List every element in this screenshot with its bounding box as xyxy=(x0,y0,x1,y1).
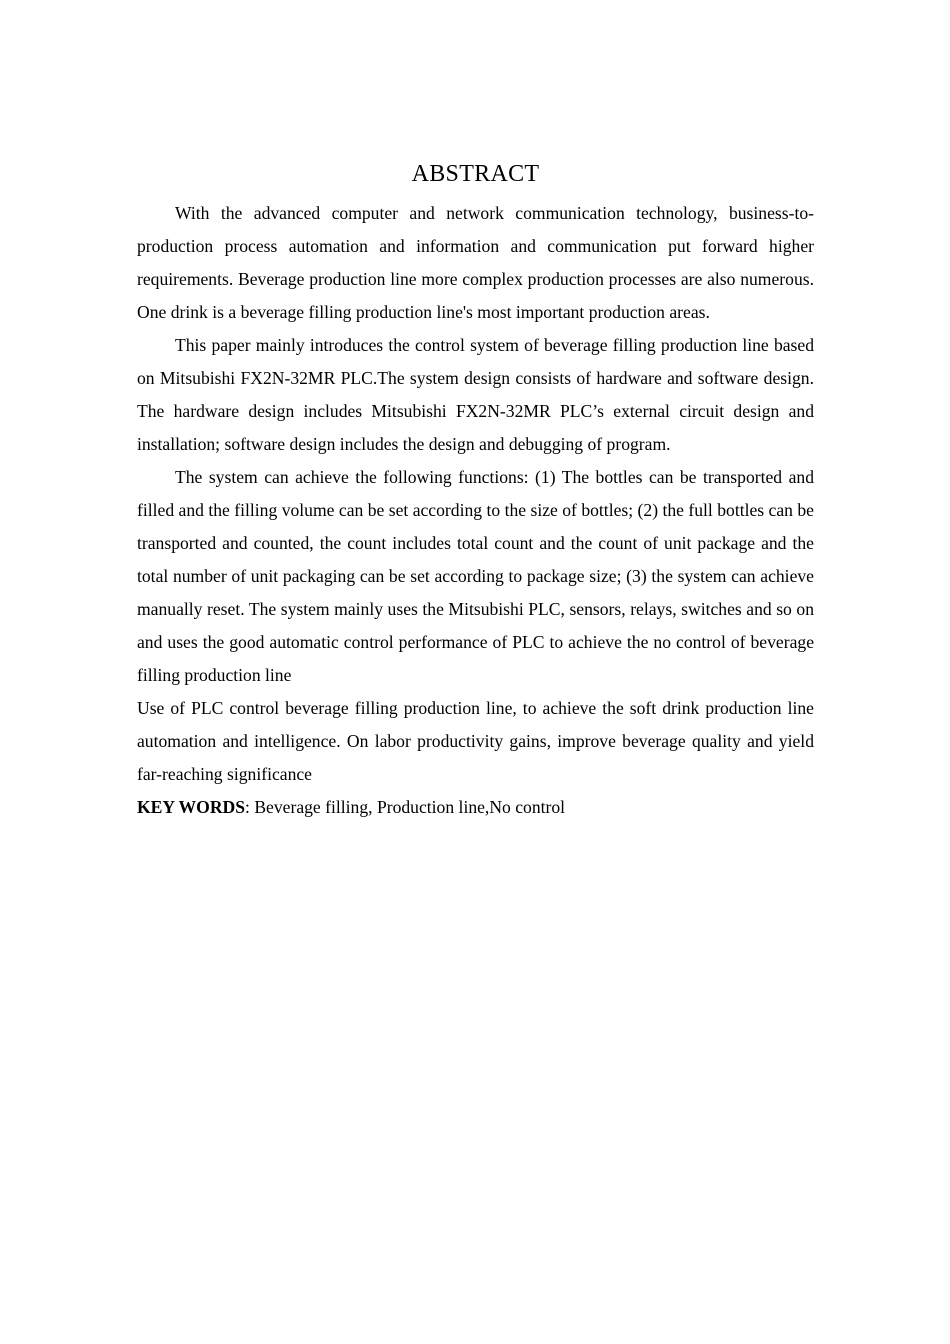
abstract-paragraph-2: This paper mainly introduces the control system of beverage filling production line based on Mitsubishi FX2N-32MR PLC.The system design consists of hardware and software design. The hardware design includes Mitsubishi FX2N-32MR PLC’s external circuit design and installation; software design includes the design and debugging of program. xyxy=(137,335,814,454)
keywords-line xyxy=(137,791,814,824)
abstract-paragraph-4: Use of PLC control beverage filling production line, to achieve the soft drink production line automation and intelligence. On labor productivity gains, improve beverage quality and yield far-reaching significance xyxy=(137,698,814,784)
abstract-title: ABSTRACT xyxy=(411,161,540,187)
abstract-paragraph-3: The system can achieve the following functions: (1) The bottles can be transported and filled and the filling volume can be set according to the size of bottles; (2) the full bottles can be transported and counted, the count includes total count and the count of unit package and the total number of unit packaging can be set according to package size; (3) the system can achieve manually reset. The system mainly uses the Mitsubishi PLC, sensors, relays, switches and so on and uses the good automatic control performance of PLC to achieve the no control of beverage filling production line xyxy=(137,467,814,685)
abstract-page xyxy=(137,157,814,824)
keywords-label: KEY WORDS xyxy=(137,797,246,817)
keywords-text: : Beverage filling, Production line,No control xyxy=(245,797,566,817)
abstract-paragraph-1: With the advanced computer and network communication technology, business-to-production process automation and information and communication put forward higher requirements. Beverage production line more complex production processes are also numerous. One drink is a beverage filling production line's most important production areas. xyxy=(137,203,814,322)
